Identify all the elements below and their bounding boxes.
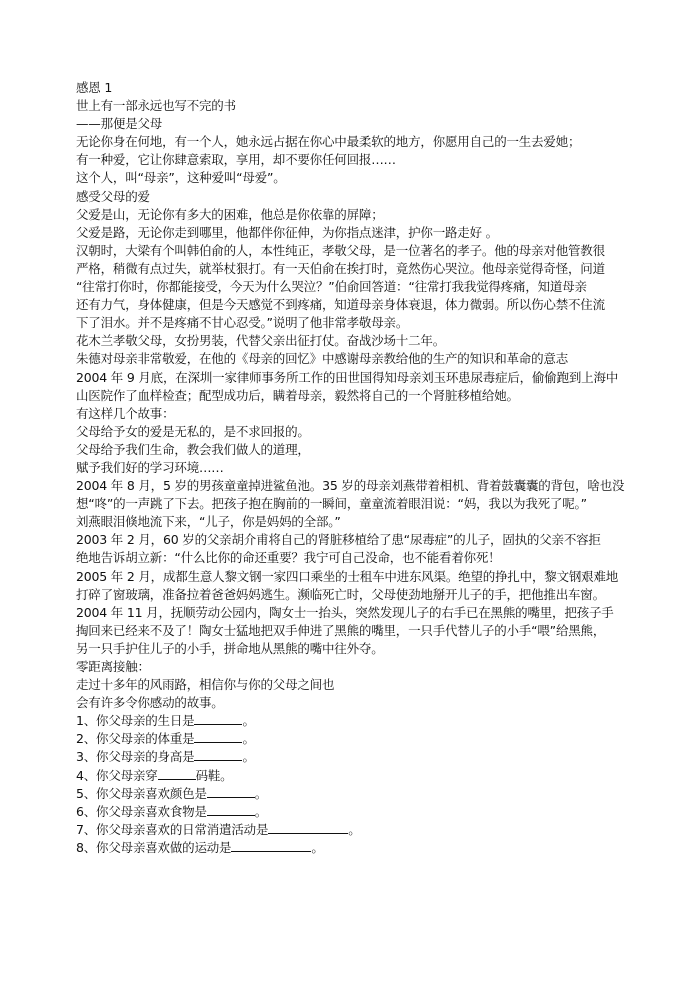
text-line: 父爱是路，无论你走到哪里，他都伴你征伸，为你指点迷津，护你一路走好 。 [76, 224, 498, 240]
question-text: 8、你父母亲喜欢做的运动是 [76, 839, 232, 855]
text-line: 朱德对母亲非常敬爱，在他的《母亲的回忆》中感谢母亲教给他的生产的知识和革命的意志 [76, 351, 569, 367]
document-title: 世上有一部永远也写不完的书 [76, 98, 236, 114]
question-text: 7、你父母亲喜欢的日常消遣活动是 [76, 821, 269, 837]
text-line: 父母给予我们生命，教会我们做人的道理， [76, 441, 310, 457]
document-subtitle: ——那便是父母 [76, 116, 163, 132]
text-line: 父爱是山，无论你有多大的困难，他总是你依靠的屏障； [76, 206, 384, 222]
document-page [76, 79, 636, 857]
question-suffix: 。 [311, 839, 324, 855]
question-item [76, 730, 636, 748]
text-line: 2004 年 8 月，5 岁的男孩童童掉进鲨鱼池。35 岁的母亲刘燕带着相机、背着鼓囊囊的背包，啥也没 [76, 478, 625, 494]
question-list [76, 712, 636, 857]
text-line: 2004 年 9 月底，在深圳一家律师事务所工作的田世国得知母亲刘玉环患尿毒症后，偷偷跑到上海中 [76, 369, 619, 385]
text-line: 掏回来已经来不及了！陶女士猛地把双手伸进了黑熊的嘴里，一只手代替儿子的小手“喂”给黑熊， [76, 622, 606, 638]
question-item [76, 821, 636, 839]
answer-blank[interactable] [207, 785, 255, 798]
question-text: 4、你父母亲穿 [76, 767, 158, 783]
text-line: 下了泪水。并不是疼痛不甘心忍受。”说明了他非常孝敬母亲。 [76, 315, 409, 331]
question-text: 2、你父母亲的体重是 [76, 731, 195, 747]
question-item [76, 748, 636, 766]
text-line: 2003 年 2 月，60 岁的父亲胡介甫将自己的肾脏移植给了患“尿毒症”的儿子，固执的父亲不容拒 [76, 532, 601, 548]
answer-blank[interactable] [194, 748, 242, 761]
question-suffix: 。 [348, 821, 361, 837]
text-line: 父母给予女的爱是无私的，是不求回报的。 [76, 423, 310, 439]
text-line: 有一种爱，它让你肆意索取，享用，却不要你任何回报…… [76, 152, 396, 168]
text-line: 这个人，叫“母亲”，这种爱叫“母爱”。 [76, 170, 286, 186]
question-suffix: 。 [242, 731, 255, 747]
section-heading: 零距离接触： [76, 659, 150, 674]
text-line: 打碎了窗玻璃，准备拉着爸爸妈妈逃生。濒临死亡时，父母使劲地掰开儿子的手，把他推出车窗。 [76, 586, 605, 602]
question-suffix: 。 [254, 803, 268, 819]
text-line: 无论你身在何地，有一个人，她永远占据在你心中最柔软的地方，你愿用自己的一生去爱她； [76, 134, 581, 150]
answer-blank[interactable] [194, 712, 242, 725]
text-line: 花木兰孝敬父母，女扮男装，代替父亲出征打仗。奋战沙场十二年。 [76, 333, 446, 349]
answer-blank[interactable] [268, 821, 348, 834]
text-line: 绝地告诉胡立新：“什么比你的命还重要？我宁可自己没命，也不能看着你死！ [76, 550, 501, 566]
text-line: 严格，稍微有点过失，就举杖狠打。有一天伯俞在挨打时，竟然伤心哭泣。他母亲觉得奇怪，问道 [76, 260, 605, 276]
question-item [76, 803, 636, 821]
text-line: 会有许多令你感动的故事。 [76, 695, 224, 711]
text-line: 2004 年 11 月，抚顺劳动公园内，陶女士一抬头，突然发现儿子的右手已在黑熊的嘴里，把孩子手 [76, 604, 614, 620]
section-heading: 有这样几个故事： [76, 405, 175, 421]
question-text: 5、你父母亲喜欢颜色是 [76, 785, 207, 801]
question-suffix: 码鞋。 [195, 767, 233, 783]
text-line: 2005 年 2 月，成都生意人黎文钢一家四口乘坐的士租车中进东风渠。绝望的挣扎中，黎文钢艰难地 [76, 568, 619, 584]
document-body [76, 79, 636, 712]
answer-blank[interactable] [231, 839, 311, 852]
text-line: 走过十多年的风雨路，相信你与你的父母之间也 [76, 677, 335, 693]
question-item [76, 712, 636, 730]
question-text: 1、你父母亲的生日是 [76, 713, 195, 729]
answer-blank[interactable] [158, 767, 196, 780]
question-item [76, 767, 636, 785]
text-line: 另一只手护住儿子的小手，拼命地从黑熊的嘴中往外夺。 [76, 640, 384, 656]
question-item [76, 785, 636, 803]
question-text: 6、你父母亲喜欢食物是 [76, 803, 207, 819]
question-text: 3、你父母亲的身高是 [76, 749, 195, 765]
text-line: 还有力气，身体健康，但是今天感觉不到疼痛，知道母亲身体衰退，体力微弱。所以伤心禁不住流 [76, 297, 605, 313]
section-heading: 感受父母的爱 [76, 188, 150, 204]
text-line: 想“咚”的一声跳了下去。把孩子抱在胸前的一瞬间，童童流着眼泪说：“妈，我以为我死了呢。” [76, 496, 587, 512]
text-line: 刘燕眼泪倏地流下来，“儿子，你是妈妈的全部。” [76, 514, 341, 530]
answer-blank[interactable] [207, 803, 255, 816]
text-line: “往常打你时，你都能接受，今天为什么哭泣？”伯俞回答道：“往常打我我觉得疼痛，知道母亲 [76, 279, 587, 295]
text-line: 山医院作了血样检查；配型成功后，瞒着母亲，毅然将自己的一个肾脏移植给她。 [76, 387, 519, 403]
question-suffix: 。 [242, 713, 255, 729]
question-suffix: 。 [242, 749, 255, 765]
question-item [76, 839, 636, 857]
text-line: 赋予我们好的学习环境…… [76, 459, 224, 475]
answer-blank[interactable] [194, 730, 242, 743]
question-suffix: 。 [254, 785, 268, 801]
section-label: 感恩 1 [76, 80, 113, 95]
text-line: 汉朝时，大梁有个叫韩伯俞的人，本性纯正，孝敬父母，是一位著名的孝子。他的母亲对他管教很 [76, 242, 605, 258]
